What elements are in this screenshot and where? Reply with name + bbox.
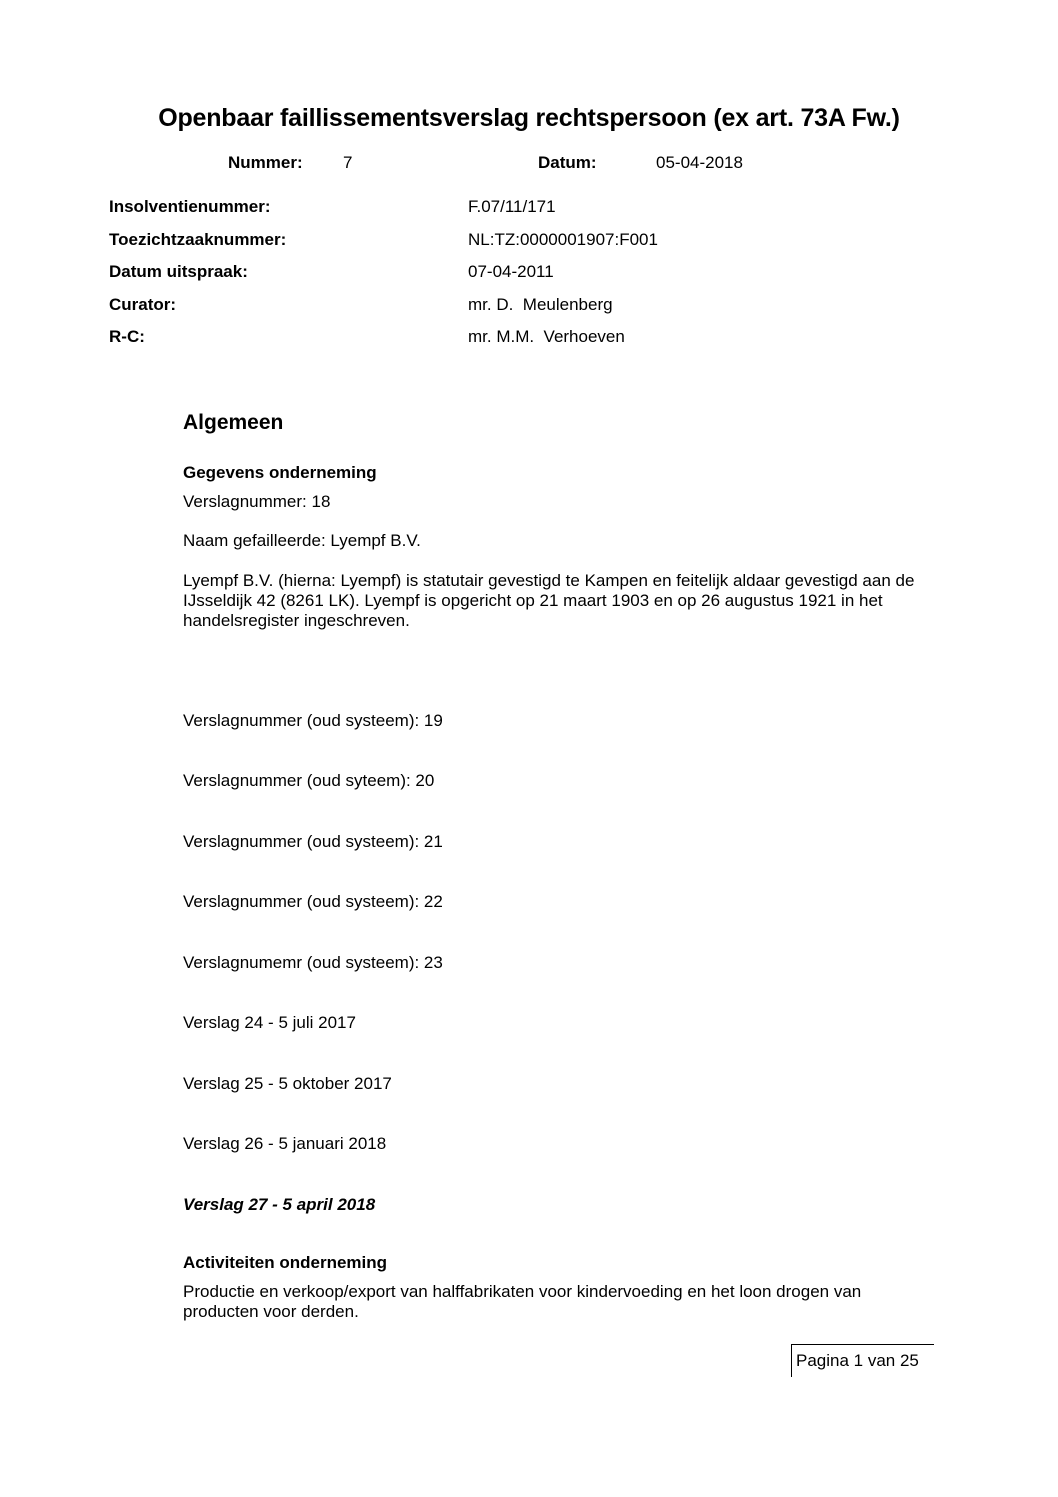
beschrijving-paragraph: Lyempf B.V. (hierna: Lyempf) is statutair gevestigd te Kampen en feitelijk aldaar gevestigd aan de IJsseldijk 42 (8261 LK). Lyempf is opgericht op 21 maart 1903 en op 26 augustus 1921 in het handelsregister ingeschreven. — [183, 571, 915, 630]
verslag-entry: Verslagnumemr (oud systeem): 23 — [183, 953, 443, 972]
verslag-entry: Verslagnummer (oud systeem): 19 — [183, 711, 443, 730]
verslag-entry: Verslag 25 - 5 oktober 2017 — [183, 1074, 392, 1093]
page-number-box — [791, 1344, 934, 1377]
nummer-label: Nummer: — [228, 153, 303, 172]
datum-label: Datum: — [538, 153, 597, 172]
rc-value: mr. M.M. Verhoeven — [468, 327, 625, 346]
rc-label: R-C: — [109, 327, 145, 346]
verslag-entry: Verslagnummer (oud systeem): 22 — [183, 892, 443, 911]
curator-label: Curator: — [109, 295, 177, 314]
report-title: Openbaar faillissementsverslag rechtspersoon (ex art. 73A Fw.) — [158, 104, 900, 132]
nummer-value: 7 — [343, 153, 353, 172]
activiteiten-paragraph: Productie en verkoop/export van halffabrikaten voor kindervoeding en het loon drogen van producten voor derden. — [183, 1282, 862, 1321]
verslag-entry: Verslagnummer (oud syteem): 20 — [183, 771, 435, 790]
toezichtzaaknummer-value: NL:TZ:0000001907:F001 — [468, 230, 658, 249]
verslagnummer-text: Verslagnummer: 18 — [183, 492, 331, 511]
verslag-entry: Verslag 24 - 5 juli 2017 — [183, 1013, 356, 1032]
naam-gefailleerde-text: Naam gefailleerde: Lyempf B.V. — [183, 531, 421, 550]
toezichtzaaknummer-label: Toezichtzaaknummer: — [109, 230, 287, 249]
datum-uitspraak-label: Datum uitspraak: — [109, 262, 248, 281]
current-verslag-entry: Verslag 27 - 5 april 2018 — [183, 1195, 376, 1214]
insolventienummer-label: Insolventienummer: — [109, 197, 271, 216]
section-title: Algemeen — [183, 411, 284, 434]
activiteiten-heading: Activiteiten onderneming — [183, 1253, 388, 1272]
insolventienummer-value: F.07/11/171 — [468, 197, 556, 216]
verslag-entry: Verslagnummer (oud systeem): 21 — [183, 832, 443, 851]
verslag-entry: Verslag 26 - 5 januari 2018 — [183, 1134, 387, 1153]
curator-value: mr. D. Meulenberg — [468, 295, 613, 314]
datum-value: 05-04-2018 — [656, 153, 743, 172]
page-number: Pagina 1 van 25 — [796, 1351, 919, 1370]
gegevens-heading: Gegevens onderneming — [183, 463, 377, 482]
datum-uitspraak-value: 07-04-2011 — [468, 262, 554, 281]
